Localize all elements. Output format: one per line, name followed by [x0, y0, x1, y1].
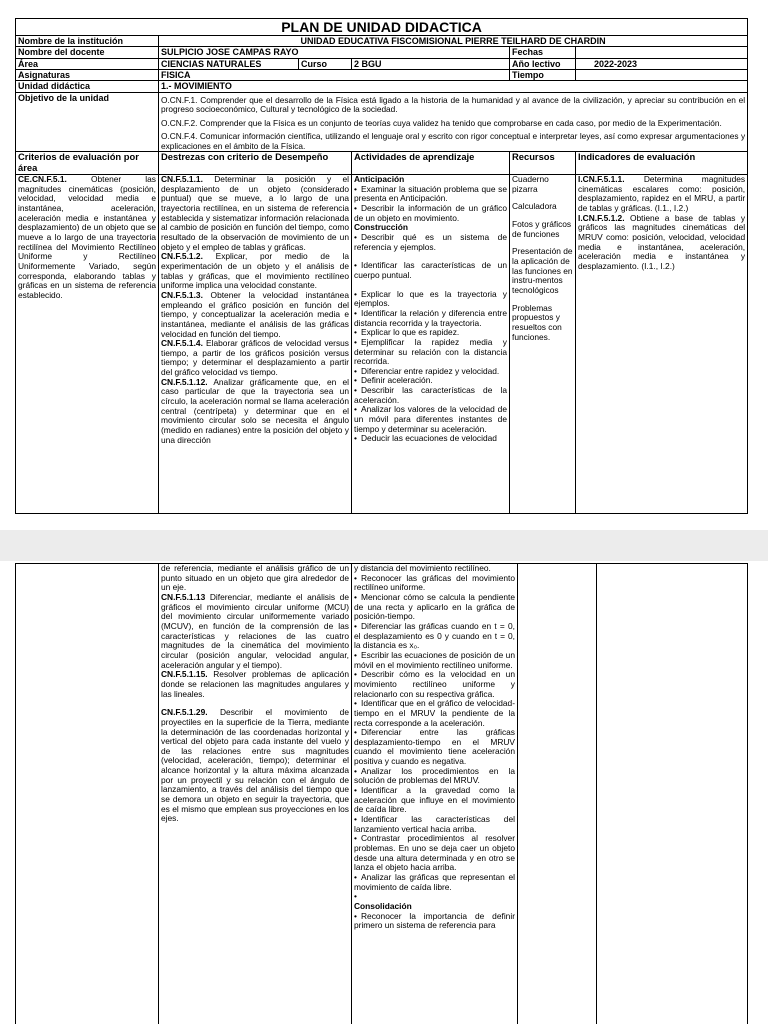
- skill-code: CN.F.5.1.13: [161, 591, 206, 602]
- activity-item: • Analizar las gráficas que representan el movimiento de caída libre.: [354, 872, 515, 892]
- institution-label: Nombre de la institución: [16, 36, 159, 47]
- activity-item: • Reconocer la importancia de definir primero un sistema de referencia para: [354, 910, 515, 931]
- activity-item: • Describir qué es un sistema de referencia y ejemplos.: [354, 231, 507, 252]
- activity-item: • Describir las características de la aceleración.: [354, 385, 507, 405]
- objective-1: O.CN.F.1. Comprender que el desarrollo de la Física está ligado a la historia de la humanidad y al avance de la civilización, y apreciar su contribución en el progreso socioeconómico, Cultural y tecnológico de la sociedad.: [161, 94, 746, 115]
- indicator-item: [578, 214, 745, 272]
- activity-item: • Identificar las características de un cuerpo puntual.: [354, 260, 507, 280]
- skill-item: [161, 670, 349, 699]
- skill-item: [161, 708, 349, 824]
- teacher-value: SULPICIO JOSE CAMPAS RAYO: [159, 47, 510, 58]
- skill-text: Describir el movimiento de proyectiles en la superficie de la Tierra, mediante la determinación de las coordenadas horizontal y vertical del objeto para cada instante del vuelo y de las relaciones entre sus magnitudes (velocidad, aceleración, tiempo); determinar el alcance horizontal y la altura máxima alcanzada por un proyectil y su relación con el ángulo de lanzamiento, a través del análisis del tiempo que se demora un objeto en seguir la trayectoria, que es el mismo que emplean sus proyecciones en los ejes.: [161, 707, 349, 824]
- anticipation-heading: Anticipación: [354, 174, 405, 184]
- skill-code: CN.F.5.1.3.: [161, 289, 203, 300]
- indicator-code: I.CN.F.5.1.2.: [578, 212, 625, 223]
- resource-item: Presentación de la aplicación de las funciones en instru-mentos tecnológicos: [512, 246, 573, 295]
- dates-value: [576, 47, 748, 58]
- institution-value: UNIDAD EDUCATIVA FISCOMISIONAL PIERRE TEILHARD DE CHARDIN: [159, 36, 748, 47]
- activity-item: • Describir la información de un gráfico de un objeto en movimiento.: [354, 202, 507, 223]
- skill-item: [161, 291, 349, 339]
- indicators-cell: [576, 175, 748, 514]
- resources-cell-continued: [518, 564, 597, 1024]
- activity-item: • Diferenciar entre rapidez y velocidad.: [354, 365, 500, 376]
- activity-item: • Explicar lo que es rapidez.: [354, 327, 460, 338]
- construction-heading: Construcción: [354, 222, 408, 233]
- activity-item: •: [354, 891, 357, 902]
- page-gap: [0, 530, 768, 561]
- criteria-text: Obtener las magnitudes cinemáticas (posición, velocidad, velocidad media e instantánea, aceleración, aceleración media e instantánea y desplazamiento) de un objeto que se mueve a lo largo de una trayectoria rectilínea del Movimiento Rectilíneo Uniforme y Rectilíneo Uniformemente Variado, según corresponda, elaborando tablas y gráficas en un sistema de referencia establecido.: [18, 174, 156, 300]
- activity-item: • Contrastar procedimientos al resolver problemas. En uno se deja caer un objeto desde una altura determinada y en otro se lanza el objeto hacia arriba.: [354, 833, 515, 873]
- activity-item: • Analizar los procedimientos en la solución de problemas del MRUV.: [354, 765, 515, 786]
- skill-text: de referencia, mediante el análisis gráfico de un punto situado en un objeto que gira alrededor de un eje.: [161, 563, 349, 593]
- activity-item: • Escribir las ecuaciones de posición de un móvil en el movimiento rectilíneo uniforme.: [354, 649, 515, 670]
- school-year-value: 2022-2023: [576, 58, 748, 69]
- document-title: PLAN DE UNIDAD DIDACTICA: [16, 19, 748, 36]
- skill-code: CN.F.5.1.15.: [161, 669, 208, 680]
- activities-header: Actividades de aprendizaje: [352, 152, 510, 175]
- subject-value: FISICA: [159, 70, 510, 81]
- course-label: Curso: [299, 58, 352, 69]
- skill-item: [161, 252, 349, 291]
- objective-label: Objetivo de la unidad: [16, 92, 159, 152]
- activity-item: • Explicar lo que es la trayectoria y ejemplos.: [354, 288, 507, 309]
- skill-item: [161, 378, 349, 446]
- activity-item: • Diferenciar las gráficas cuando en t = 0, el desplazamiento es 0 y cuando en t = 0, la distancia es x₀.: [354, 620, 515, 651]
- activity-item: • Definir aceleración.: [354, 375, 433, 386]
- activities-cell-continued: [352, 564, 518, 1024]
- indicator-text: Obtiene a base de tablas y gráficos las magnitudes cinemáticas del MRUV como: posición, velocidad, velocidad media e instantánea, aceleración, aceleración media e instantánea y desplazamiento. (I.1., I.2.): [578, 212, 746, 271]
- skill-text: Elaborar gráficos de velocidad versus tiempo, a partir de los gráficos posición versus tiempo; y determinar el desplazamiento a partir del gráfico velocidad vs tiempo.: [161, 338, 349, 378]
- unit-value: 1.- MOVIMIENTO: [159, 81, 748, 92]
- activity-item: • Diferenciar entre las gráficas desplazamiento-tiempo en el MRUV cuando el movimiento tiene aceleración positiva y cuando es negativa.: [354, 727, 515, 767]
- activities-cell: [352, 175, 510, 514]
- criteria-cell-continued: [16, 564, 159, 1024]
- resources-cell: [510, 175, 576, 514]
- indicators-header: Indicadores de evaluación: [576, 152, 748, 175]
- resource-item: Calculadora: [512, 201, 557, 212]
- dates-label: Fechas: [510, 47, 576, 58]
- skill-item: [161, 339, 349, 378]
- skill-text: Diferenciar, mediante el análisis de gráficos el movimiento circular uniforme (MCU) del movimiento circular uniformemente variado (MCUV), en función de la comprensión de las características y relaciones de las cuatro magnitudes de la cinemática del movimiento circular (posición angular, velocidad angular, aceleración angular y el tiempo).: [161, 591, 349, 670]
- skills-cell: [159, 175, 352, 514]
- skill-text: Resolver problemas de aplicación donde se relacionen las magnitudes angulares y las lineales.: [161, 669, 349, 699]
- resource-item: Fotos y gráficos de funciones: [512, 218, 572, 239]
- resource-item: Problemas propuestos y resueltos con funciones.: [512, 302, 562, 342]
- activity-item: • Reconocer las gráficas del movimiento rectilíneo uniforme.: [354, 572, 515, 593]
- skill-code: CN.F.5.1.12.: [161, 376, 208, 387]
- skill-code: CN.F.5.1.4.: [161, 338, 203, 349]
- unit-label: Unidad didáctica: [16, 81, 159, 92]
- consolidation-heading: Consolidación: [354, 900, 412, 911]
- skills-cell-continued: [159, 564, 352, 1024]
- skill-text: Obtener la velocidad instantánea empleando el gráfico posición en función del tiempo, y conceptualizar la aceleración media e instantánea, mediante el análisis de las gráficas velocidad en función del tiempo.: [161, 289, 349, 339]
- skill-code: CN.F.5.1.2.: [161, 251, 203, 262]
- skill-text: Explicar, por medio de la experimentación de un objeto y el análisis de tablas y gráficas, que el movimiento rectilíneo uniforme implica una velocidad constante.: [161, 251, 349, 291]
- school-year-label: Año lectivo: [510, 58, 576, 69]
- indicator-text: Determina magnitudes cinemáticas escalares como: posición, desplazamiento, rapidez en el MRU, a partir de tablas y gráficas. (I.1., I.2.): [578, 174, 746, 213]
- skills-header: Destrezas con criterio de Desempeño: [159, 152, 352, 175]
- area-value: CIENCIAS NATURALES: [159, 58, 299, 69]
- area-label: Área: [16, 58, 159, 69]
- criteria-code: CE.CN.F.5.1.: [18, 174, 67, 184]
- indicator-item: [578, 175, 745, 214]
- indicator-code: I.CN.F.5.1.1.: [578, 174, 625, 184]
- skill-text: Analizar gráficamente que, en el caso particular de que la trayectoria sea un círculo, la aceleración normal se llama aceleración central (centrípeta) y determinar que en el movimiento circular solo se necesita el ángulo (medido en radianes) entre la posición del objeto y una dirección: [161, 376, 349, 445]
- plan-table-continued: [15, 563, 748, 1024]
- skill-item: [161, 564, 349, 593]
- indicators-cell-continued: [597, 564, 748, 1024]
- plan-table: [15, 18, 748, 514]
- activity-item: • Identificar que en el gráfico de velocidad-tiempo en el MRUV la pendiente de la recta corresponde a la aceleración.: [354, 698, 515, 728]
- time-label: Tiempo: [510, 70, 576, 81]
- skill-code: CN.F.5.1.29.: [161, 707, 208, 718]
- skill-item: [161, 593, 349, 670]
- time-value: [576, 70, 748, 81]
- objectives-cell: [159, 92, 748, 152]
- activity-item: • Ejemplificar la rapidez media y determinar su relación con la distancia recorrida.: [354, 336, 507, 367]
- objective-2: O.CN.F.2. Comprender que la Física es un conjunto de teorías cuya validez ha tenido que comprobarse en cada caso, por medio de la Experimentación.: [161, 117, 722, 128]
- skill-item: [161, 175, 349, 252]
- activity-item: • Analizar los valores de la velocidad de un móvil para diferentes instantes de tiempo y determinar su aceleración.: [354, 404, 507, 434]
- activity-item: • Identificar la relación y diferencia entre distancia recorrida y la trayectoria.: [354, 307, 507, 328]
- criteria-header: Criterios de evaluación por área: [16, 152, 159, 175]
- activity-item: • Identificar a la gravedad como la aceleración que influye en el movimiento de caída libre.: [354, 785, 515, 815]
- activity-item: • Mencionar cómo se calcula la pendiente de una recta y aplicarlo en la gráfica de posición-tiempo.: [354, 591, 515, 622]
- course-value: 2 BGU: [352, 58, 510, 69]
- skill-code: CN.F.5.1.1.: [161, 174, 203, 184]
- document-page-2: [0, 561, 768, 1024]
- activity-item: • Examinar la situación problema que se presenta en Anticipación.: [354, 183, 507, 204]
- teacher-label: Nombre del docente: [16, 47, 159, 58]
- activity-lead: y distancia del movimiento rectilíneo.: [354, 563, 491, 573]
- activity-item: • Describir cómo es la velocidad en un movimiento rectilíneo uniforme y relacionarlo con su respectiva gráfica.: [354, 669, 515, 699]
- activity-item: • Deducir las ecuaciones de velocidad: [354, 433, 497, 444]
- criteria-cell: [16, 175, 159, 514]
- resources-header: Recursos: [510, 152, 576, 175]
- skill-text: Determinar la posición y el desplazamiento de un objeto (considerado puntual) que se mueve, a lo largo de una trayectoria rectilínea, en un sistema de referencia establecida y sistematizar información relacionada al cambio de posición en función del tiempo, como resultado de la observación de movimiento de un objeto y el empleo de tablas y gráficas.: [161, 174, 349, 252]
- activity-item: • Identificar las características del lanzamiento vertical hacia arriba.: [354, 814, 515, 834]
- subject-label: Asignaturas: [16, 70, 159, 81]
- resource-item: Cuaderno pizarra: [512, 174, 549, 194]
- objective-3: O.CN.F.4. Comunicar información científica, utilizando el lenguaje oral y escrito con rigor conceptual e interpretar leyes, así como expresar argumentaciones y explicaciones en el ámbito de la Física.: [161, 131, 746, 151]
